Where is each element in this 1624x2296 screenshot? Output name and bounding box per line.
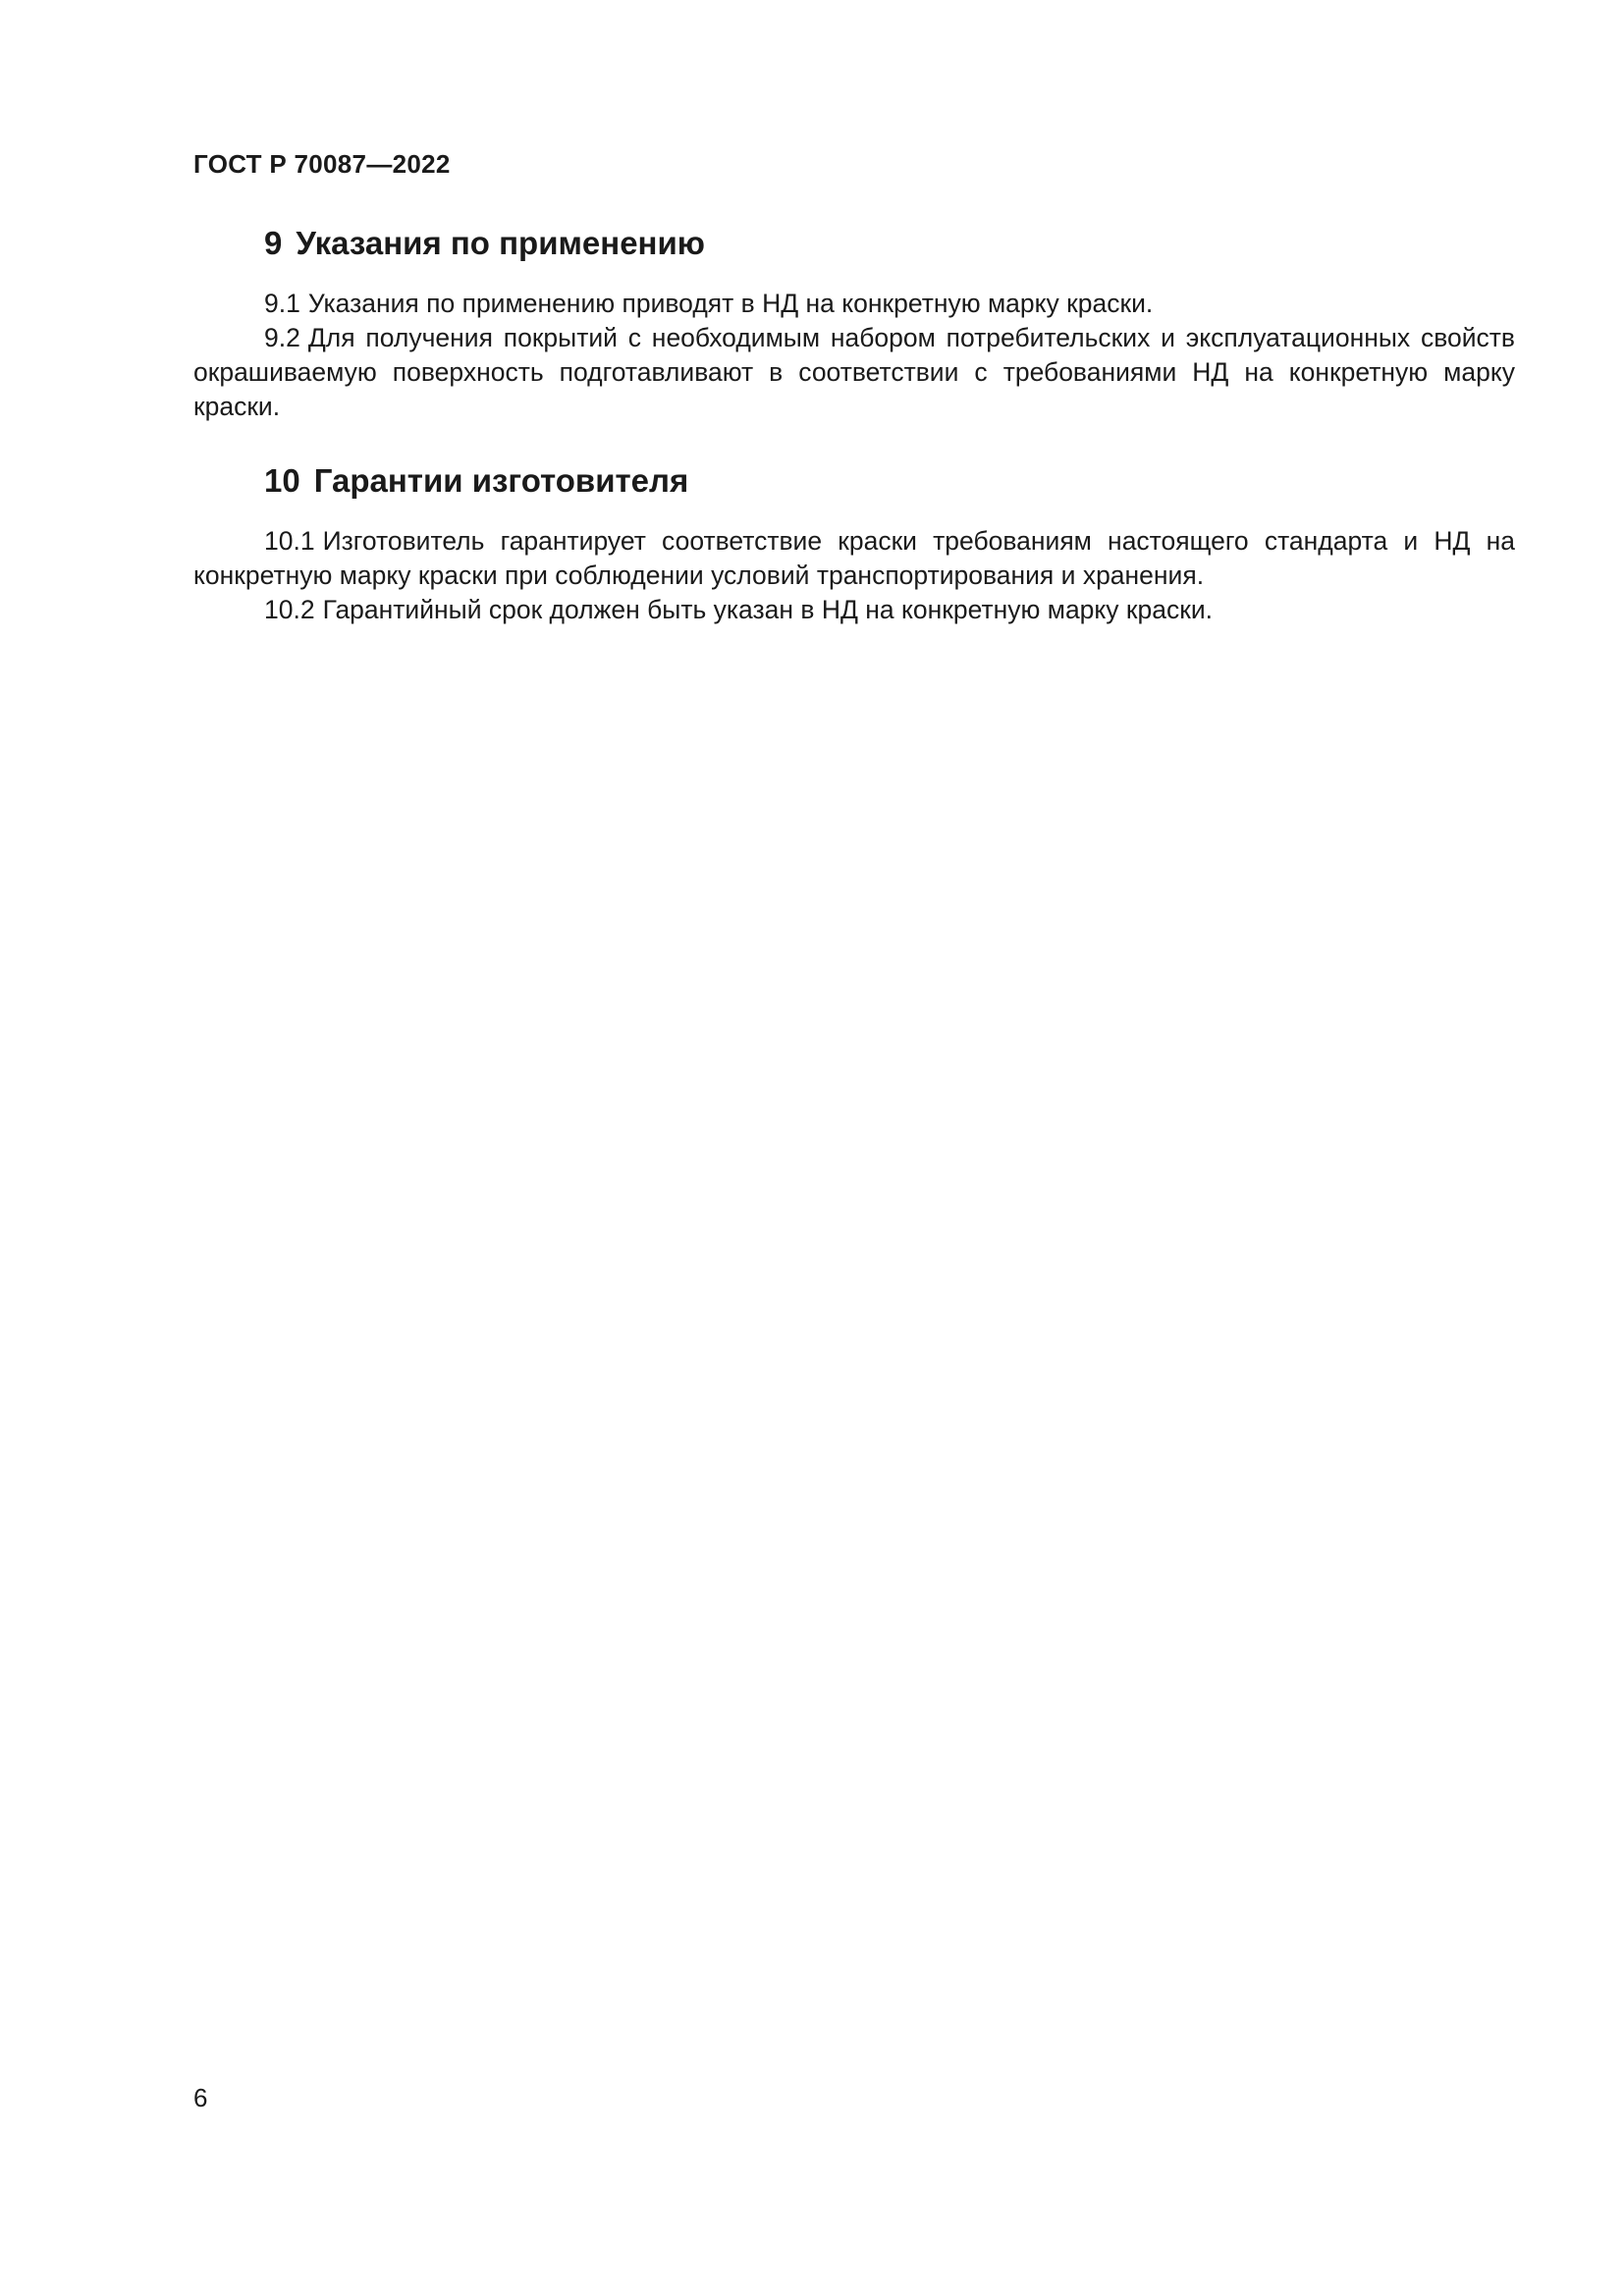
paragraph-9-2 bbox=[193, 321, 1515, 424]
section-title bbox=[264, 222, 1515, 265]
section-9 bbox=[193, 222, 1515, 424]
page-number: 6 bbox=[193, 2083, 208, 2112]
paragraph-text: Гарантийный срок должен быть указан в НД на конкретную марку краски. bbox=[322, 595, 1213, 624]
section-title-text: Гарантии изготовителя bbox=[313, 462, 689, 499]
paragraph-text: Изготовитель гарантирует соответствие краски требованиям настоящего стандарта и НД на конкретную марку краски при соблюдении условий транспортирования и хранения. bbox=[193, 526, 1515, 590]
paragraph-10-1 bbox=[193, 524, 1515, 593]
paragraph-number: 9.1 bbox=[264, 289, 300, 318]
section-title-text: Указания по применению bbox=[296, 225, 705, 261]
paragraph-text: Указания по применению приводят в НД на конкретную марку краски. bbox=[307, 289, 1154, 318]
section-title bbox=[264, 459, 1515, 503]
section-number: 9 bbox=[264, 225, 283, 261]
paragraph-number: 10.2 bbox=[264, 595, 315, 624]
section-10 bbox=[193, 459, 1515, 627]
paragraph-text: Для получения покрытий с необходимым набором потребительских и эксплуатационных свойств окрашиваемую поверхность подготавливают в соответствии с требованиями НД на конкретную марку краски. bbox=[193, 323, 1515, 421]
paragraph-number: 9.2 bbox=[264, 323, 300, 352]
paragraph-9-1 bbox=[193, 287, 1515, 321]
paragraph-10-2 bbox=[193, 593, 1515, 627]
document-code-header: ГОСТ Р 70087—2022 bbox=[193, 149, 451, 179]
section-number: 10 bbox=[264, 462, 300, 499]
page-content bbox=[193, 222, 1515, 627]
paragraph-number: 10.1 bbox=[264, 526, 315, 556]
